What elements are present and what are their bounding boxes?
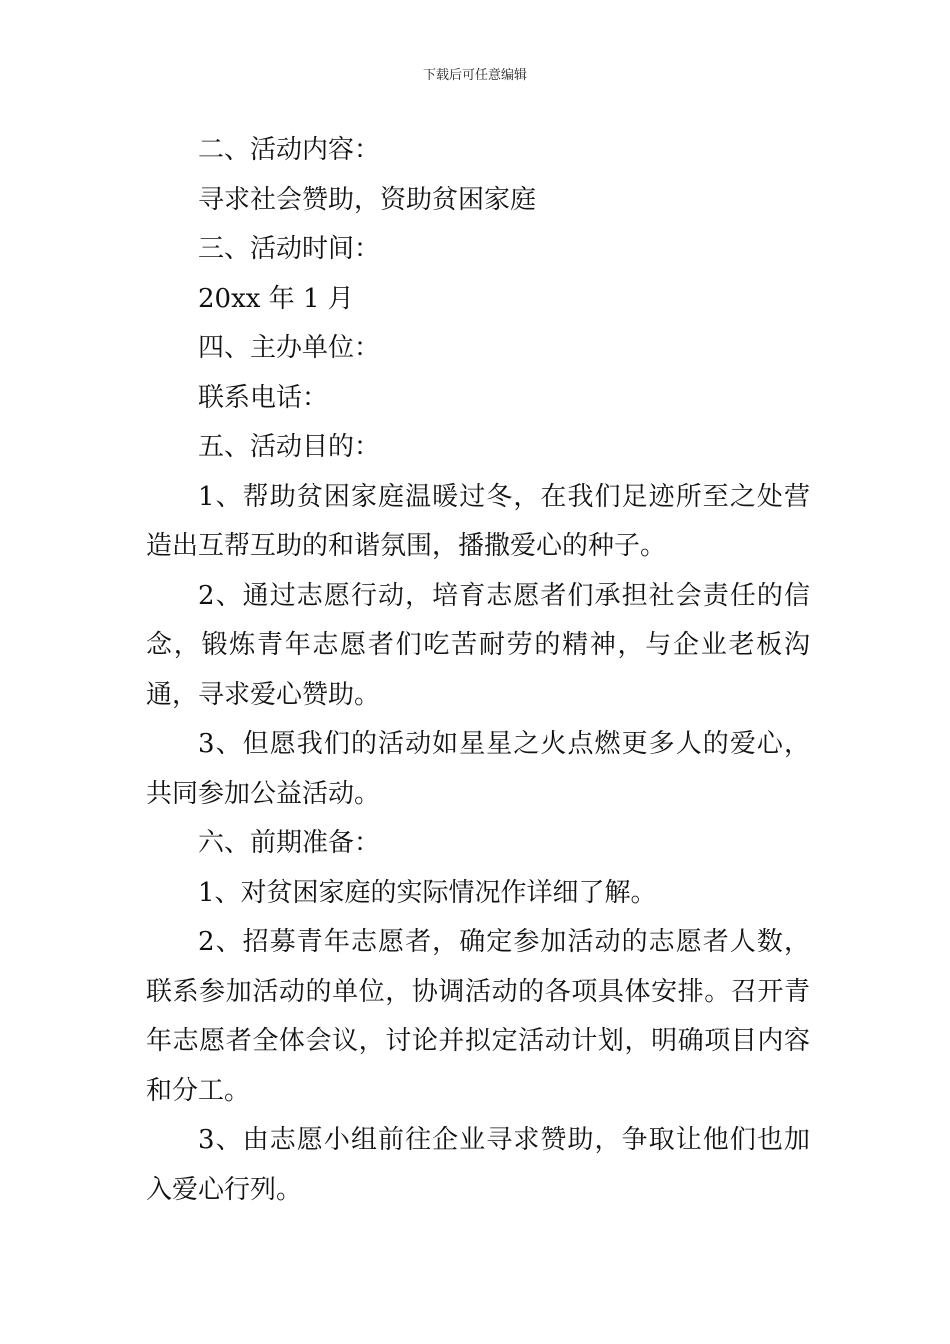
section-heading-time: 三、活动时间： [198, 234, 381, 264]
section-heading-purpose: 五、活动目的： [198, 432, 381, 462]
purpose-item-3: 3、但愿我们的活动如星星之火点燃更多人的爱心，共同参加公益活动。 [146, 729, 810, 809]
section-heading-organizer: 四、主办单位： [198, 333, 381, 363]
document-body [146, 126, 810, 1215]
preparation-item-2: 2、招募青年志愿者，确定参加活动的志愿者人数，联系参加活动的单位，协调活动的各项具体安排。召开青年志愿者全体会议，讨论并拟定活动计划，明确项目内容和分工。 [146, 927, 810, 1106]
section-heading-preparation: 六、前期准备： [198, 828, 381, 858]
preparation-item-3: 3、由志愿小组前往企业寻求赞助，争取让他们也加入爱心行列。 [146, 1125, 810, 1205]
section-heading-content: 二、活动内容： [198, 135, 381, 165]
header-note: 下载后可任意编辑 [422, 68, 527, 83]
purpose-item-1: 1、帮助贫困家庭温暖过冬，在我们足迹所至之处营造出互帮互助的和谐氛围，播撒爱心的种子。 [146, 481, 810, 561]
contact-phone-label: 联系电话： [198, 382, 329, 413]
purpose-item-2: 2、通过志愿行动，培育志愿者们承担社会责任的信念，锻炼青年志愿者们吃苦耐劳的精神，与企业老板沟通，寻求爱心赞助。 [146, 580, 810, 710]
preparation-item-1: 1、对贫困家庭的实际情况作详细了解。 [198, 877, 657, 908]
time-text: 20xx 年 1 月 [198, 283, 354, 314]
content-text: 寻求社会赞助，资助贫困家庭 [198, 184, 537, 215]
